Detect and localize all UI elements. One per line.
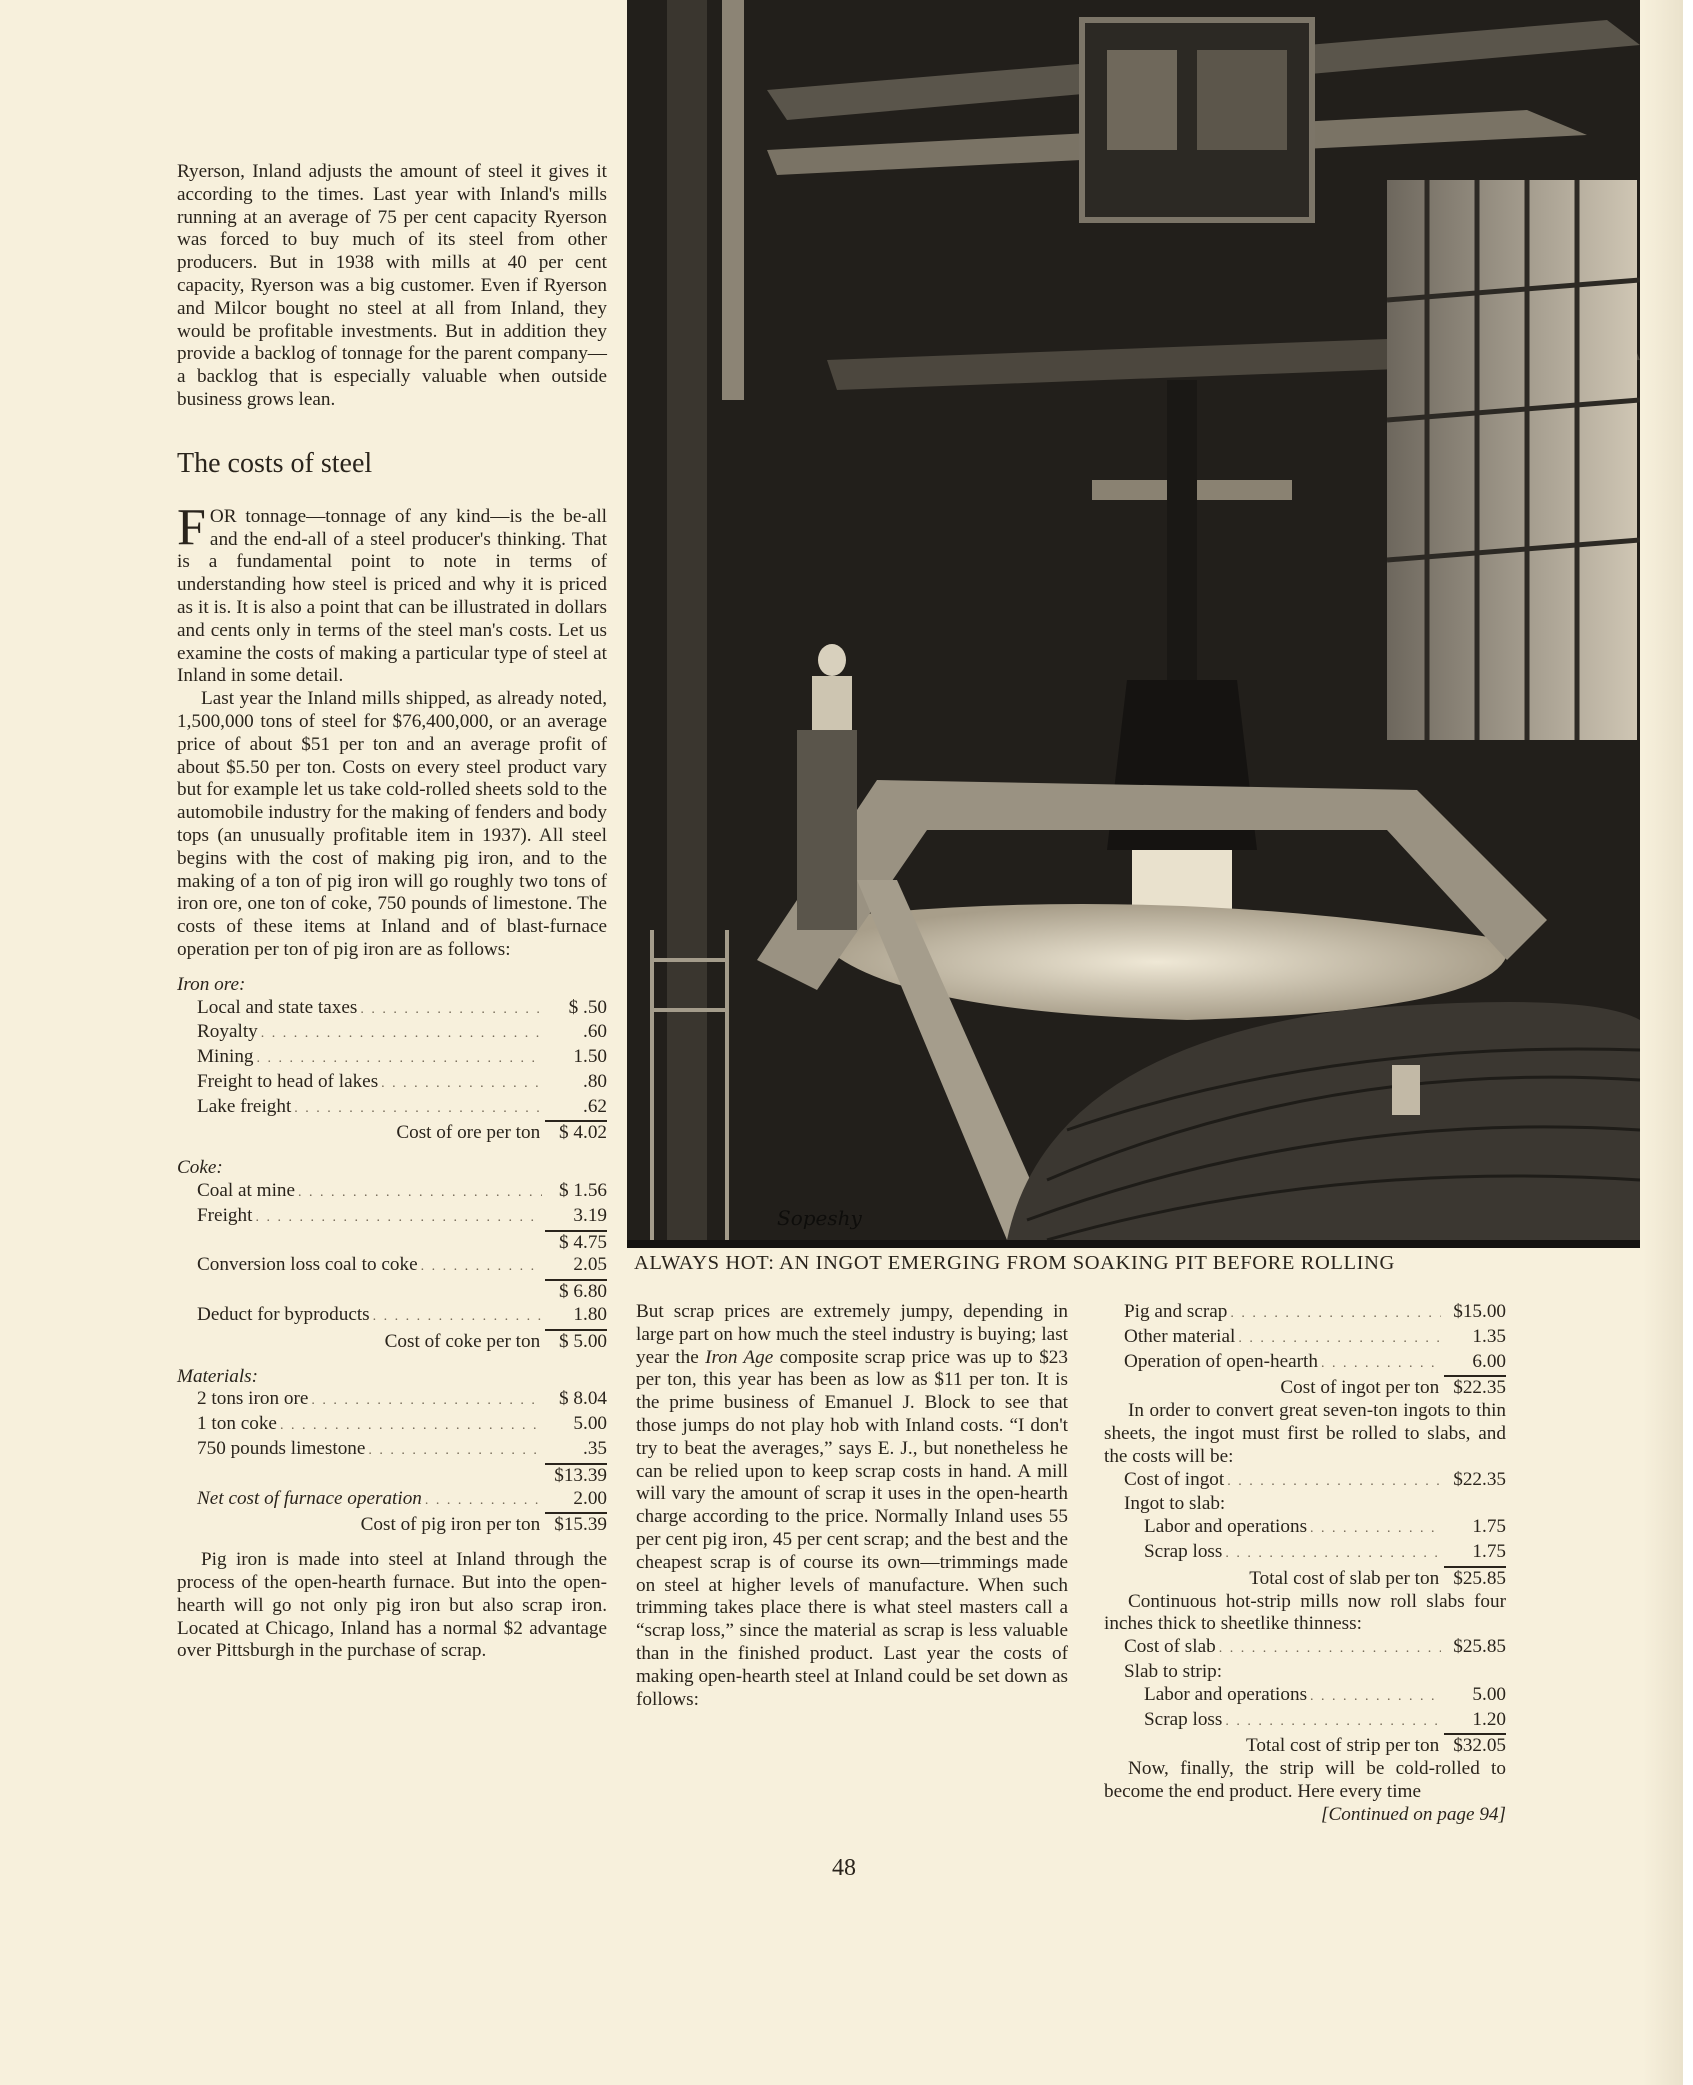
strip-total bbox=[1104, 1733, 1506, 1758]
leader-dots bbox=[421, 1256, 542, 1279]
iron-ore-label: Iron ore: bbox=[177, 973, 246, 995]
row-value: .60 bbox=[583, 1021, 607, 1043]
total-value: $22.35 bbox=[1444, 1375, 1506, 1400]
total-value: $ 5.00 bbox=[545, 1329, 607, 1354]
section-heading: The costs of steel bbox=[177, 447, 373, 479]
cost-row bbox=[177, 1021, 607, 1046]
materials-table bbox=[177, 1388, 607, 1462]
row-value: 2.00 bbox=[573, 1487, 607, 1509]
ingot-total bbox=[1104, 1375, 1506, 1400]
cost-row bbox=[1104, 1301, 1506, 1326]
coke-deduct-row bbox=[177, 1304, 607, 1329]
row-label: Local and state taxes bbox=[197, 996, 358, 1018]
leader-dots bbox=[373, 1306, 542, 1329]
strip-cost-of-slab-row bbox=[1104, 1636, 1506, 1661]
row-label: Scrap loss bbox=[1144, 1540, 1223, 1562]
leader-dots bbox=[1219, 1638, 1441, 1661]
coke-table bbox=[177, 1180, 607, 1230]
row-value: 3.19 bbox=[573, 1204, 607, 1226]
paragraph-scrap-prices bbox=[636, 1301, 1068, 1711]
total-label: Total cost of strip per ton bbox=[1246, 1735, 1440, 1757]
row-value: .62 bbox=[583, 1095, 607, 1117]
row-label: Freight to head of lakes bbox=[197, 1070, 379, 1092]
paragraph-pig-iron: Pig iron is made into steel at Inland through the process of the open-hearth furnace. But into the open-hearth will go not only pig iron but also scrap iron. Located at Chicago, Inland has a normal $2 advantage over Pittsburgh in the purchase of scrap. bbox=[177, 1549, 607, 1662]
leader-dots bbox=[255, 1207, 542, 1230]
row-label: Labor and operations bbox=[1144, 1683, 1308, 1705]
row-label: Pig and scrap bbox=[1124, 1301, 1228, 1322]
row-label: 1 ton coke bbox=[197, 1413, 277, 1435]
ingot-cost-table bbox=[1104, 1301, 1506, 1375]
total-value: $25.85 bbox=[1444, 1566, 1506, 1591]
paragraph-shipments: Last year the Inland mills shipped, as already noted, 1,500,000 tons of steel for $76,400,000, or an average price of about $51 per ton and an average profit of about $5.50 per ton. Costs on every steel product vary but for example let us take cold-rolled sheets sold to the automobile industry for the making of fenders and body tops (an unusually profitable item in 1937). All steel begins with the cost of making pig iron, and to the making of a ton of pig iron will go roughly two tons of iron ore, one ton of coke, 750 pounds of limestone. The costs of these items at Inland and of blast-furnace operation per ton of pig iron are as follows: bbox=[177, 688, 607, 960]
leader-dots bbox=[261, 1023, 542, 1046]
row-value: $ 8.04 bbox=[559, 1388, 607, 1410]
leader-dots bbox=[1310, 1686, 1441, 1709]
row-value: 1.80 bbox=[573, 1304, 607, 1326]
row-value: 5.00 bbox=[1472, 1683, 1506, 1705]
row-value: 1.50 bbox=[573, 1046, 607, 1068]
row-label: Cost of ingot bbox=[1124, 1468, 1225, 1490]
slab-cost-table bbox=[1104, 1516, 1506, 1566]
continued-link[interactable]: [Continued on page 94] bbox=[1321, 1803, 1506, 1825]
strip-cost-table bbox=[1104, 1684, 1506, 1734]
cost-row bbox=[177, 1413, 607, 1438]
cost-row bbox=[177, 997, 607, 1022]
paragraph-text: OR tonnage—tonnage of any kind—is the be-all and the end-all of a steel producer's thinking. That is a fundamental point to note in terms of understanding how steel is priced and why it is priced as it is. It is also a point that can be illustrated in dollars and cents only in terms of the steel man's costs. Let us examine the costs of making a particular type of steel at Inland in some detail. bbox=[177, 505, 607, 687]
iron-ore-table bbox=[177, 997, 607, 1121]
leader-dots bbox=[294, 1098, 542, 1121]
leader-dots bbox=[298, 1182, 542, 1205]
total-value: $15.39 bbox=[545, 1512, 607, 1537]
row-label: Scrap loss bbox=[1144, 1708, 1223, 1730]
right-column bbox=[1104, 1301, 1506, 1827]
cost-row bbox=[1104, 1351, 1506, 1376]
row-value: .35 bbox=[583, 1438, 607, 1460]
drop-cap: F bbox=[177, 498, 206, 556]
row-value: 1.35 bbox=[1472, 1325, 1506, 1347]
row-label: 750 pounds limestone bbox=[197, 1438, 366, 1460]
row-label: Slab to strip: bbox=[1124, 1660, 1223, 1682]
row-value: 1.75 bbox=[1472, 1540, 1506, 1562]
paragraph-strip: Continuous hot-strip mills now roll slabs four inches thick to sheetlike thinness: bbox=[1104, 1590, 1506, 1635]
row-value: 2.05 bbox=[573, 1254, 607, 1276]
left-column bbox=[177, 161, 607, 1663]
row-label: Mining bbox=[197, 1046, 254, 1068]
leader-dots bbox=[257, 1048, 542, 1071]
leader-dots bbox=[1227, 1471, 1441, 1494]
paragraph-text: composite scrap price was up to $23 per ton, this year has been as low as $11 per ton. It is the prime business of Emanuel J. Block to see that those jumps do not play hob with Inland costs. “I don't try to beat the averages,” says E. J., but nonetheless he can be relied upon to keep scrap costs in hand. A mill will vary the amount of scrap it uses in the open-hearth charge according to the price. Normally Inland uses 55 per cent pig iron, 45 per cent scrap; and the best and the cheapest scrap is of course its own—trimmings made on steel at higher levels of manufacture. When such trimming takes place there is what steel masters call a “scrap loss,” since the material as scrap is less valuable than in the finished product. Last year the costs of making open-hearth steel at Inland could be set down as follows: bbox=[636, 1346, 1068, 1710]
coke-subtotal-2 bbox=[177, 1279, 607, 1304]
cost-row bbox=[1104, 1684, 1506, 1709]
cost-row bbox=[1104, 1516, 1506, 1541]
row-label: Royalty bbox=[197, 1021, 258, 1043]
row-value: $25.85 bbox=[1453, 1636, 1506, 1658]
illustration-artwork bbox=[627, 0, 1640, 1240]
coke-label: Coke: bbox=[177, 1157, 223, 1179]
leader-dots bbox=[360, 999, 542, 1022]
total-label: Cost of ore per ton bbox=[396, 1122, 541, 1144]
row-value: $ 1.56 bbox=[559, 1180, 607, 1202]
cost-row bbox=[177, 1438, 607, 1463]
row-label: Freight bbox=[197, 1204, 253, 1226]
total-label: Total cost of slab per ton bbox=[1249, 1567, 1440, 1589]
row-label: Labor and operations bbox=[1144, 1516, 1308, 1538]
cost-row bbox=[177, 1096, 607, 1121]
middle-column bbox=[636, 1301, 1068, 1711]
row-label: Other material bbox=[1124, 1325, 1236, 1347]
cost-row bbox=[1104, 1541, 1506, 1566]
leader-dots bbox=[381, 1073, 542, 1096]
subtotal-value: $ 4.75 bbox=[545, 1230, 607, 1255]
leader-dots bbox=[368, 1440, 542, 1463]
row-label: Ingot to slab: bbox=[1124, 1493, 1226, 1515]
leader-dots bbox=[1321, 1353, 1441, 1376]
slab-cost-of-ingot-row bbox=[1104, 1469, 1506, 1494]
page-edge bbox=[1683, 0, 1693, 2085]
slab-total bbox=[1104, 1566, 1506, 1591]
publication-title: Iron Age bbox=[705, 1346, 774, 1368]
row-value: .80 bbox=[583, 1070, 607, 1092]
row-value: 1.75 bbox=[1472, 1516, 1506, 1538]
coke-subtotal-1 bbox=[177, 1230, 607, 1255]
leader-dots bbox=[1225, 1543, 1441, 1566]
ingot-to-slab-label bbox=[1104, 1493, 1506, 1516]
cost-row bbox=[1104, 1326, 1506, 1351]
pig-iron-total bbox=[177, 1512, 607, 1537]
row-value: $15.00 bbox=[1453, 1301, 1506, 1322]
leader-dots bbox=[1225, 1711, 1441, 1734]
steel-column bbox=[667, 0, 707, 1240]
paragraph-costs-intro bbox=[177, 498, 607, 688]
artist-signature: Sopeshy bbox=[777, 1206, 862, 1230]
row-label: Net cost of furnace operation bbox=[197, 1487, 422, 1509]
materials-label: Materials: bbox=[177, 1365, 259, 1387]
cost-row bbox=[177, 1388, 607, 1413]
row-label: Operation of open-hearth bbox=[1124, 1350, 1318, 1372]
row-label: Coal at mine bbox=[197, 1180, 296, 1202]
leader-dots bbox=[1230, 1303, 1441, 1326]
total-label: Cost of coke per ton bbox=[384, 1330, 541, 1352]
subtotal-value: $13.39 bbox=[545, 1463, 607, 1488]
row-label: Deduct for byproducts bbox=[197, 1304, 370, 1326]
total-value: $32.05 bbox=[1444, 1733, 1506, 1758]
total-value: $ 4.02 bbox=[545, 1120, 607, 1145]
cost-row bbox=[177, 1071, 607, 1096]
leader-dots bbox=[425, 1490, 542, 1513]
furnace-operation-row bbox=[177, 1488, 607, 1513]
leader-dots bbox=[1310, 1518, 1441, 1541]
row-value: 1.20 bbox=[1472, 1708, 1506, 1730]
cost-row bbox=[177, 1046, 607, 1071]
row-value: $22.35 bbox=[1453, 1468, 1506, 1490]
row-label: Conversion loss coal to coke bbox=[197, 1254, 418, 1276]
coke-total bbox=[177, 1329, 607, 1354]
cost-row bbox=[1104, 1709, 1506, 1734]
row-label: 2 tons iron ore bbox=[197, 1388, 309, 1410]
row-label: Cost of slab bbox=[1124, 1636, 1216, 1658]
total-label: Cost of pig iron per ton bbox=[360, 1514, 541, 1536]
worker-figure bbox=[812, 676, 852, 736]
cost-row bbox=[177, 1205, 607, 1230]
intro-paragraph: Ryerson, Inland adjusts the amount of steel it gives it according to the times. Last year with Inland's mills running at an average of 75 per cent capacity Ryerson was forced to buy much of its steel from other producers. But in 1938 with mills at 40 per cent capacity, Ryerson was a big customer. Even if Ryerson and Milcor bought no steel at all from Inland, they would be profitable investments. But in addition they provide a backlog of tonnage for the parent company—a backlog that is especially valuable when outside business grows lean. bbox=[177, 161, 607, 410]
illustration-caption: ALWAYS HOT: AN INGOT EMERGING FROM SOAKING PIT BEFORE ROLLING bbox=[634, 1252, 1395, 1274]
row-value: 5.00 bbox=[573, 1413, 607, 1435]
subtotal-value: $ 6.80 bbox=[545, 1279, 607, 1304]
soaking-pit-illustration bbox=[627, 0, 1640, 1248]
leader-dots bbox=[280, 1415, 542, 1438]
row-value: $ .50 bbox=[568, 996, 607, 1018]
iron-ore-total bbox=[177, 1120, 607, 1145]
slab-to-strip-label bbox=[1104, 1661, 1506, 1684]
page-gutter-shade bbox=[1643, 0, 1683, 2085]
materials-subtotal bbox=[177, 1463, 607, 1488]
paragraph-text: But scrap prices are extremely jumpy, depending in large part on how much the steel industry is buying; last year the bbox=[636, 1301, 1068, 1368]
leader-dots bbox=[1238, 1328, 1441, 1351]
paragraph-slab: In order to convert great seven-ton ingots to thin sheets, the ingot must first be rolled to slabs, and the costs will be: bbox=[1104, 1400, 1506, 1467]
cost-row bbox=[177, 1180, 607, 1205]
row-label: Lake freight bbox=[197, 1095, 292, 1117]
coke-conversion-row bbox=[177, 1254, 607, 1279]
paragraph-final: Now, finally, the strip will be cold-rolled to become the end product. Here every time bbox=[1104, 1758, 1506, 1802]
total-label: Cost of ingot per ton bbox=[1280, 1377, 1440, 1399]
row-value: 6.00 bbox=[1472, 1350, 1506, 1372]
leader-dots bbox=[311, 1390, 542, 1413]
page-number: 48 bbox=[832, 1855, 856, 1881]
